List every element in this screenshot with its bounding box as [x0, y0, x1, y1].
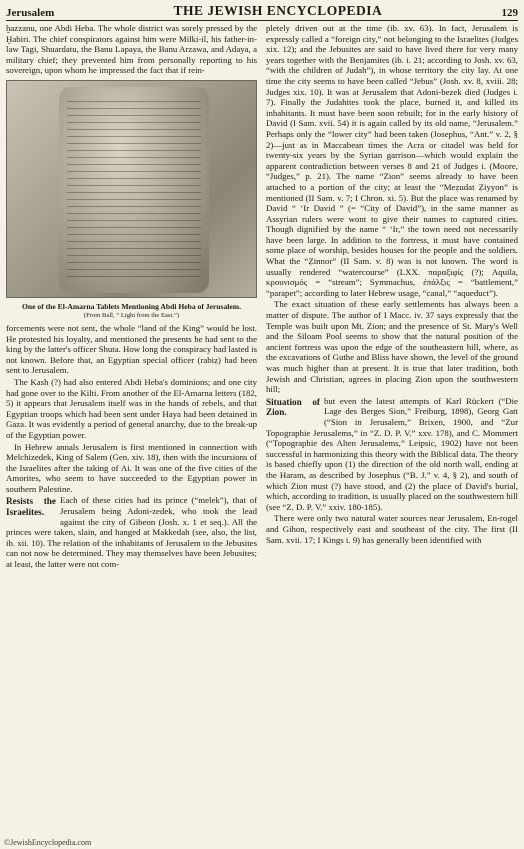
paragraph: forcements were not sent, the whole “land of the King” would be lost. He protested his loyalty, and mentioned the presents he had sent to the king by the latter's officer Shuta. How long the conspiracy had lasted is not known. Before that, an Egyptian special officer (rabiẓ) had been sent to Jerusalem. [6, 322, 257, 376]
paragraph: The Kash (?) had also entered Abdi Heba's dominions; and one city had gone over to the Kilti. From another of the El-Amarna letters (182, 5) it appears that Jerusalem itself was in the hands of rebels, and that Egyptian troops which had been sent under Haya had been detained in Gaza. It was evidently a period of general anarchy, due to the break-up of the Egyptian power. [6, 376, 257, 440]
side-heading: Situation of Zion. [266, 396, 320, 418]
header-left: Jerusalem [6, 7, 55, 19]
side-heading: Resists the Israelites. [6, 496, 56, 518]
paragraph: The exact situation of these early settlements has always been a matter of dispute. The author of I Macc. iv. 37 says expressly that the Temple was built upon Mt. Zion; and the presence of St. Mary's Well and the Siloam Pool seems to show that the natural position of the ancient fortress was upon the edge of the southeastern hill, where, as the excavations of Guthe and Bliss have shown, the level of the ground was much higher than at present. It is true that later tradition, both Jewish and Christian, agrees in placing Zion upon the southwestern hill; [266, 299, 518, 395]
paragraph: pletely driven out at the time (ib. xv. 63). In fact, Jerusalem is expressly called a “foreign city,” not belonging to the Israelites (Judges xix. 12); and the Jebusites are said to have lived there for very many years together with the Benjamites (ib. i. 21; according to Josh. xv. 63, “with the children of Judah”), in whose territory the city lay. At one time the city seems to have been called “Jebus” (Josh. xv. 8, xviii. 28; Judges xix. 10). It was at Jerusalem that Adoni-bezek died (Judges i. 7). Finally the Judahites took the place, burned it, and killed its inhabitants. It must have been soon rebuilt; for in the early history of David (I Sam. xvii. 54) it is again called by its old name, “Jerusalem.” Perhaps only the “lower city” had been taken (Josephus, “Ant.” v. 2, § 2)—just as in Maccabean times the Acra or citadel was held for twenty-six years by the Syrian garrison—which would explain the apparent contradiction between verses 8 and 21 of Judges i. (Moore, “Judges,” p. 21). The name “Zion” seems already to have been attached to a portion of the city; at least the “Meẓudat Ẓiyyon” is mentioned (II Sam. v. 7; I Chron. xi. 5). But the place was renamed by David “ ‘Ir David ” (= “City of David”), in the same manner as Assyrian rulers were wont to give their names to captured cities. Though dignified by the name “ ‘Ir,” the town need not necessarily have been large. In addition to the fortress, it must have contained some place of worship, besides houses for the people and the soldiers. What the “Ẓinnor” (II Sam. v. 8) was is not known. The word is usually rendered “watercourse” (LXX. παραξιφίς (?); Aquila, κρουνισμός = “stream”; Symmachus, ἐπάλξις = “battlement,” “parapet”; according to later Hebrew usage, “canal,” “aqueduct”). [266, 23, 518, 298]
right-column [266, 23, 518, 546]
figure-credit: (From Ball, “ Light from the East.”) [83, 311, 180, 319]
paragraph: In Hebrew annals Jerusalem is first mentioned in connection with Melchizedek, King of Salem (Gen. xiv. 18), then with the incursions of the Israelites after the taking of Ai. It was one of the five cities of the Amorites, who seem to have succeeded to the Egyptian power in southern Palestine. [6, 441, 257, 494]
paragraph: but even the latest attempts of Karl Rückert (“Die Lage des Berges Sion,” Freiburg, 1898), Georg Gatt (“Sion in Jerusalem,” Brixen, 1900, and “Zur Topographie Jerusalems,” in “Z. D. P. V.” xxv. 178), and C. Mommert (“Topographie des Alten Jerusalems,” Leipsic, 1902) have not been successful in harmonizing this theory with the Biblical data. The theory is based chiefly upon (1) the direction of the old north wall, ending at the Haram, as described by Josephus (“B. J.” v. 4, § 2), and south of which Zion must (?) have stood, and (2) the place of David's burial, which, according to tradition, is usually placed on the southwestern hill (see “Z. D. P. V.” xxiv. 180-185). [266, 395, 518, 512]
page-header [6, 1, 518, 21]
figure-caption: One of the El-Amarna Tablets Mentioning Abdi Heba of Jerusalem. [22, 301, 241, 311]
paragraph: ḫazzanu, one Abdi Heba. The whole district was sorely pressed by the Ḫabiri. The chief conspirators against him were Milki-il, his father-in-law Tagi, Shuardatu, the Banu Lapaya, the Banu Arzawa, and Adaya, a military chief; they prevented him from personally reporting to his sovereign, upon whom he impressed the fact that if rein- [6, 23, 257, 76]
cuneiform-lines [67, 101, 201, 281]
header-title: THE JEWISH ENCYCLOPEDIA [173, 3, 383, 18]
footer-link[interactable]: © JewishEncyclopedia.com [4, 838, 91, 847]
paragraph: There were only two natural water sources near Jerusalem, En-rogel and Gihon, respectively east and southeast of the city. The first (II Sam. xvii. 17; I Kings i. 9) has generally been identified with [266, 513, 518, 545]
paragraph: Each of these cities had its prince (“melek”), that of Jerusalem being Adoni-zedek, who took the lead against the city of Gibeon (Josh. x. 1 et seq.). All the princes were taken, slain, and hanged at Makkedah (see, also, the list, ib. xii. 10). The relation of the inhabitants of Jerusalem to the Jebusites can not now be determined. They may themselves have been Jebusites; at least, the latter were not com- [6, 495, 257, 570]
page-number: 129 [501, 7, 518, 19]
left-column [6, 23, 257, 571]
el-amarna-tablet-image [6, 80, 257, 298]
